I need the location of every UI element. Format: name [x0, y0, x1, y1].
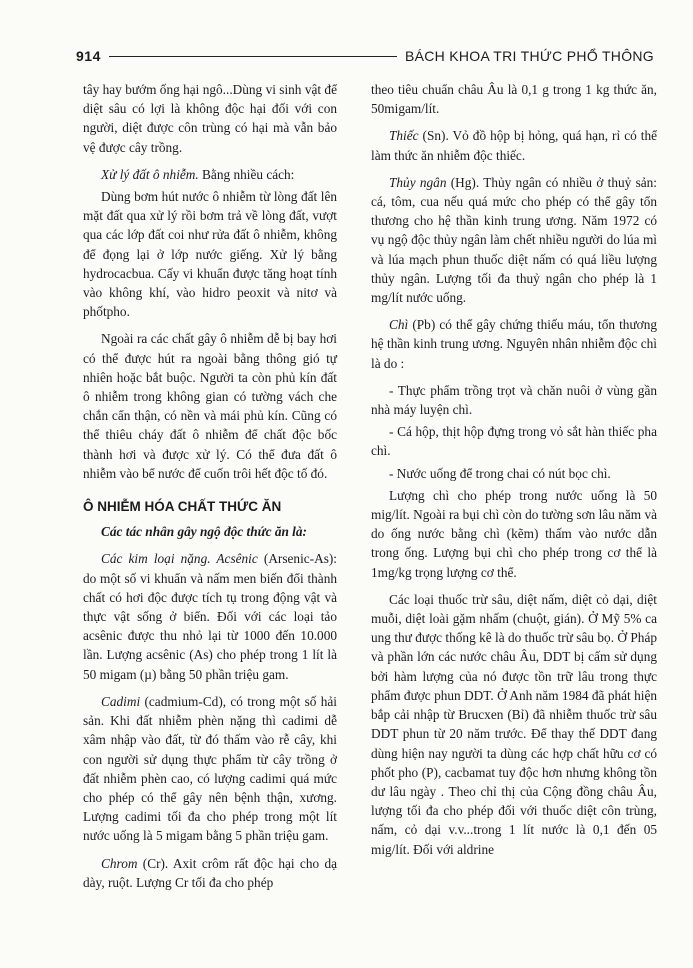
paragraph-text: (Pb) có thể gây chứng thiếu máu, tổn thương hệ thần kinh trung ương. Nguyên nhân nhiễm độc chì là do : [371, 317, 657, 371]
inline-heading: Chì [389, 317, 409, 333]
page-header [76, 45, 654, 67]
paragraph: Lượng chì cho phép trong nước uống là 50 mig/lít. Ngoài ra bụi chì còn do tường sơn lâu năm và do ống nước bằng chì (kẽm) thấm vào nước dẫn trong ống. Lượng bụi chì cho phép trong cơ thể là 1mg/kg trọng lượng cơ thể. [371, 487, 657, 580]
subheading: Các tác nhân gây ngộ độc thức ăn là: [101, 524, 307, 540]
paragraph-text: (cadmium-Cd), có trong một số hải sản. Khi đất nhiễm phèn nặng thì cadimi dễ xâm nhập vào đất, từ đó thấm vào rễ cây, khi con người sử dụng thực phẩm từ cây trồng ở đất nhiễm phèn cao, có lượng cadimi quá mức cho phép có thể gây nên bệnh thận, xương. Lượng cadimi tối đa cho phép trong một lít nước uống là 5 migam bằng 5 phần triệu gam. [83, 693, 337, 844]
paragraph: Các loại thuốc trừ sâu, diệt nấm, diệt cỏ dại, diệt muỗi, diệt loài gặm nhấm (chuột, gián). Ở Mỹ 5% ca ung thư được thống kê là do thuốc trừ sâu bọ. Ở Pháp và phần lớn các nước châu Âu, DDT bị cấm sử dụng bởi hàm lượng của nó được tồn trữ lâu trong thực phẩm được phun DDT. Ở Anh năm 1984 đã phát hiện bắp cải nhập từ Brucxen (Bỉ) đã nhiễm thuốc trừ sâu DDT phun từ 20 năm trước. Để thay thế DDT đang dùng hiện nay người ta dùng các hợp chất hữu cơ có phốt pho (P), cacbamat tuy độc hơn nhưng không tồn dư lâu ngày . Theo chỉ thị của Cộng đồng châu Âu, lượng tối đa cho phép đối với thuốc diệt côn trùng, nấm, cỏ dại v.v...trong 1 lít nước là 0,1 đến 05 mig/lít. Đối với aldrine [371, 591, 657, 857]
paragraph-text: (Hg). Thủy ngân có nhiều ở thuỷ sản: cá, tôm, cua nếu quá mức cho phép có thể gây tổn thương cho hệ thần kinh trung ương. Năm 1972 có vụ ngộ độc thủy ngân làm chết nhiều người do lúa mì và lúa mạch phun thuốc diệt nấm có quá liều lượng thủy ngân. Lượng tối đa thuỷ ngân cho phép là 1 mg/lít nước uống. [371, 174, 657, 306]
paragraph [371, 315, 657, 373]
bullet-item: - Cá hộp, thịt hộp đựng trong vỏ sắt hàn thiếc pha chì. [371, 424, 657, 459]
paragraph [371, 126, 657, 164]
inline-heading: Thiếc [389, 128, 419, 144]
paragraph: theo tiêu chuẩn châu Âu là 0,1 g trong 1 kg thức ăn, 50migam/lít. [371, 82, 657, 117]
right-column [371, 80, 657, 867]
paragraph [83, 165, 337, 184]
header-rule [109, 56, 397, 57]
left-column [83, 80, 337, 900]
inline-heading: Cadimi [101, 693, 141, 709]
paragraph-text: Bằng nhiều cách: [198, 166, 295, 182]
paragraph-text: (Cr). Axit crôm rất độc hại cho dạ dày, ruột. Lượng Cr tối đa cho phép [83, 855, 337, 890]
section-heading: Ô NHIỄM HÓA CHẤT THỨC ĂN [83, 499, 282, 515]
paragraph [83, 549, 337, 683]
paragraph-text: (Arsenic-As): do một số vi khuẩn và nấm men biến đổi thành chất có hơi độc được tích tụ trong động vật và thực vật sống ở biển. Đối với các loại tảo acsênic được thu nhỏ lại từ 1000 đến 10.000 lần. Lượng acsênic (As) cho phép trong 1 lít là 50 migam (µ) bằng 50 phần triệu gam. [83, 551, 337, 682]
inline-heading: Thủy ngân [389, 174, 447, 190]
inline-heading: Xử lý đất ô nhiễm. [101, 166, 199, 182]
paragraph [83, 854, 337, 892]
inline-heading: Các kim loại nặng. Acsênic [101, 551, 258, 567]
paragraph-text: (Sn). Vỏ đồ hộp bị hỏng, quá hạn, rỉ có thể làm thức ăn nhiễm độc thiếc. [371, 128, 657, 163]
paragraph [83, 692, 337, 846]
running-title: BÁCH KHOA TRI THỨC PHỔ THÔNG [404, 48, 654, 64]
paragraph: tây hay bướm ống hại ngô...Dùng vi sinh vật để diệt sâu có lợi là không độc hại đối với con người, diệt được côn trùng có hại mà vẫn bảo vệ được cây trồng. [83, 82, 337, 155]
page-number: 914 [76, 48, 101, 64]
bullet-item: - Thực phẩm trồng trọt và chăn nuôi ở vùng gần nhà máy luyện chì. [371, 382, 657, 418]
paragraph [371, 173, 657, 307]
bullet-item: - Nước uống để trong chai có nút bọc chì. [389, 465, 611, 481]
paragraph: Dùng bơm hút nước ô nhiễm từ lòng đất lên mặt đất qua xử lý rồi bơm trả về lòng đất, vượt qua các lớp đất coi như rửa đất ô nhiễm, không để đọng lại ở lớp nước giếng. Xử lý bằng hydrocacbua. Cấy vi khuẩn được tăng hoạt tính vào không khí, vào hidro peoxit và nitơ và phốtpho. [83, 189, 337, 320]
inline-heading: Chrom [101, 855, 138, 871]
paragraph: Ngoài ra các chất gây ô nhiễm dễ bị bay hơi có thể được hút ra ngoài bằng thông gió tự nhiên hoặc bắt buộc. Người ta còn phủ kín đất ô nhiễm trong không gian có tường vách che chắn cẩn thận, có nền và mái phủ kín. Cũng có thể thiêu cháy đất ô nhiễm để chất độc bốc thành hơi và được xử lý. Có thể đưa đất ô nhiễm vào bể nước để cuốn trôi hết độc tố đó. [83, 331, 337, 481]
